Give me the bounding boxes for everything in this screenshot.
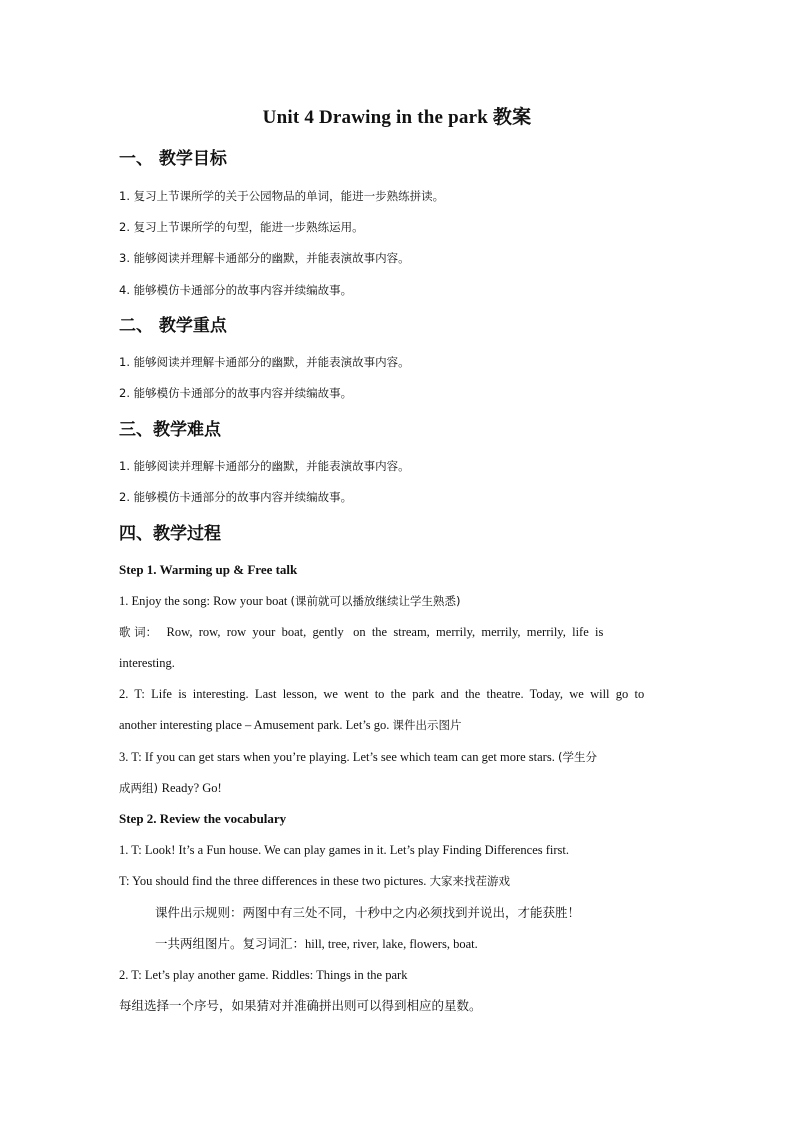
step1-line-5-en: another interesting place – Amusement park. Let’s go.: [119, 718, 393, 732]
step1-line-2: [119, 622, 675, 642]
step2-line-1: 1. T: Look! It’s a Fun house. We can play games in it. Let’s play Finding Differences first.: [119, 843, 570, 857]
step1-line-2-zh: 歌 词：: [119, 625, 158, 639]
step1-line-5: [119, 715, 675, 735]
step2-line-4: [155, 934, 675, 954]
difficulty-item-1: 1. 能够阅读并理解卡通部分的幽默，并能表演故事内容。: [119, 459, 410, 473]
goal-item-2: 2. 复习上节课所学的句型，能进一步熟练运用。: [119, 220, 364, 234]
keypoint-item-1: 1. 能够阅读并理解卡通部分的幽默，并能表演故事内容。: [119, 355, 410, 369]
section-heading-goals: 一、 教学目标: [119, 149, 227, 169]
goal-item-1: 1. 复习上节课所学的关于公园物品的单词，能进一步熟练拼读。: [119, 189, 445, 203]
step1-line-6-zh: (学生分: [557, 750, 597, 764]
step2-line-2-en: T: You should find the three differences in these two pictures.: [119, 874, 430, 888]
step1-line-4: 2. T: Life is interesting. Last lesson, we went to the park and the theatre. Today, we will go to: [119, 687, 645, 701]
step1-line-5-zh: 课件出示图片: [392, 718, 462, 732]
step1-heading: Step 1. Warming up & Free talk: [119, 562, 298, 577]
step1-line-7: [119, 778, 675, 798]
step1-line-1: [119, 591, 675, 611]
step1-line-3: interesting.: [119, 656, 175, 670]
section-heading-difficulties: 三、教学难点: [119, 420, 221, 440]
step2-line-6: 每组选择一个序号，如果猜对并准确拼出则可以得到相应的星数。: [119, 998, 482, 1013]
step1-line-1-en: 1. Enjoy the song: Row your boat: [119, 594, 291, 608]
step1-line-1-zh: (课前就可以播放继续让学生熟悉): [290, 594, 461, 608]
step1-line-6: [119, 747, 675, 767]
step2-line-3: 课件出示规则：两图中有三处不同，十秒中之内必须找到并说出，才能获胜！: [155, 905, 581, 920]
document-title: Unit 4 Drawing in the park 教案: [262, 107, 532, 128]
section-heading-keypoints: 二、 教学重点: [119, 316, 227, 336]
goal-item-3: 3. 能够阅读并理解卡通部分的幽默，并能表演故事内容。: [119, 251, 410, 265]
step1-line-7-zh: 成两组): [119, 781, 162, 795]
step2-line-2: [119, 871, 675, 891]
step2-line-4-en: hill, tree, river, lake, flowers, boat.: [305, 937, 478, 951]
step1-line-6-en: 3. T: If you can get stars when you’re playing. Let’s see which team can get more stars.: [119, 750, 558, 764]
section-heading-process: 四、教学过程: [119, 524, 221, 544]
step2-line-2-zh: 大家来找茬游戏: [429, 874, 511, 888]
step1-line-7-en: Ready? Go!: [161, 781, 222, 795]
step2-line-5: 2. T: Let’s play another game. Riddles: Things in the park: [119, 968, 408, 982]
goal-item-4: 4. 能够模仿卡通部分的故事内容并续编故事。: [119, 283, 353, 297]
step2-heading: Step 2. Review the vocabulary: [119, 811, 287, 826]
difficulty-item-2: 2. 能够模仿卡通部分的故事内容并续编故事。: [119, 490, 353, 504]
step2-line-4-zh: 一共两组图片。复习词汇：: [155, 936, 306, 951]
step1-line-2-en: Row, row, row your boat, gently on the stream, merrily, merrily, merrily, life is: [157, 625, 604, 639]
keypoint-item-2: 2. 能够模仿卡通部分的故事内容并续编故事。: [119, 386, 353, 400]
